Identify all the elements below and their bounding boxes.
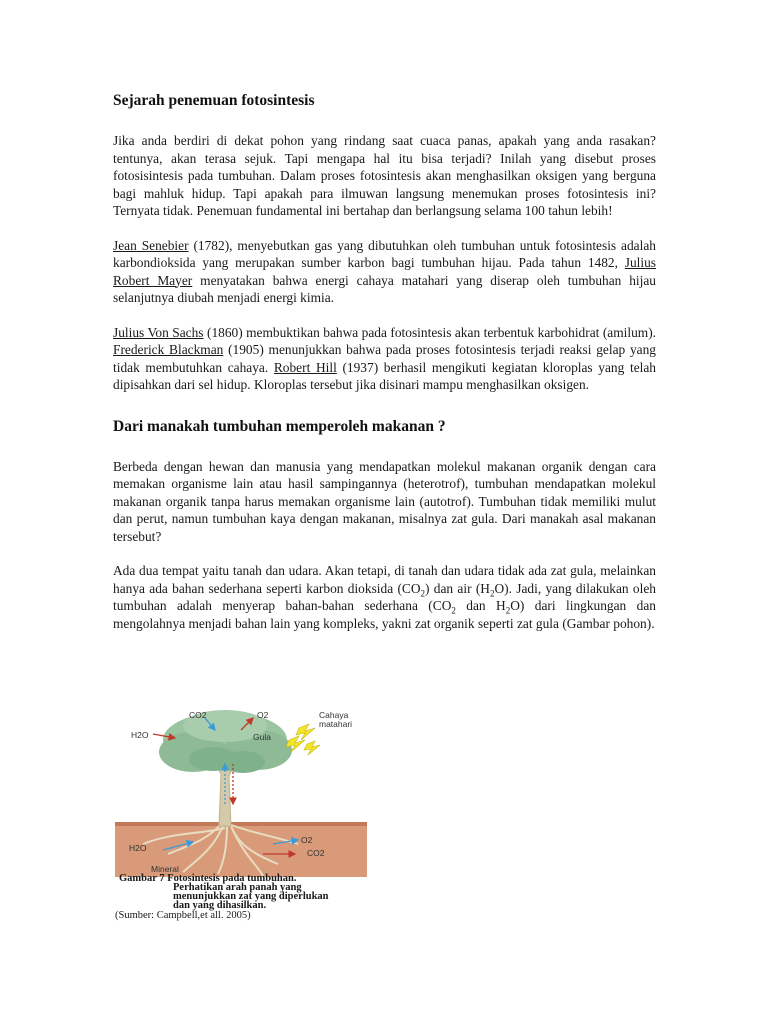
caption-line-1: Gambar 7 Fotosintesis pada tumbuhan. — [119, 873, 297, 884]
name-julius-von-sachs: Julius Von Sachs — [113, 324, 204, 340]
text-blackman: (1905) menunjukkan bahwa pada proses fotosintesis terjadi reaksi gelap yang tidak membutuhkan cahaya. — [113, 342, 656, 375]
label-o2-soil: O2 — [301, 835, 313, 845]
paragraph-heterotroph-autotroph: Berbeda dengan hewan dan manusia yang mendapatkan molekul makanan organik dengan cara memakan organisme lain atau hasil sampingannya (heterotrof), tumbuhan mendapatkan molekul makanan organik tanpa harus memakan organisme lain (autotrof). Tumbuhan tidak memiliki mulut dan perut, namun tumbuhan kaya dengan makanan, misalnya zat gula. Dari manakah asal makanan tersebut? — [113, 458, 656, 544]
caption-source: (Sumber: Campbell,et all. 2005) — [115, 910, 251, 921]
tree-foliage — [159, 710, 292, 773]
paragraph-senebier-mayer — [113, 237, 656, 307]
name-jean-senebier: Jean Senebier — [113, 237, 189, 253]
text-hill: (1937) berhasil mengikuti kegiatan kloroplas yang telah dipisahkan dari sel hidup. Kloroplas tersebut jika disinari mampu menghasilkan oksigen. — [113, 359, 656, 392]
caption-line-4: dan yang dihasilkan. — [173, 900, 267, 911]
label-co2-top: CO2 — [189, 710, 207, 720]
label-gula: Gula — [253, 732, 271, 742]
subscript: 2 — [489, 588, 495, 599]
text-fragment: O). Jadi, yang dilakukan oleh tumbuhan adalah menyerap bahan-bahan sederhana (CO — [113, 580, 656, 613]
text-fragment: Ada dua tempat yaitu tanah dan udara. Akan tetapi, di tanah dan udara tidak ada zat gula, melainkan hanya ada bahan sederhana seperti karbon dioksida (CO — [113, 563, 656, 596]
photosynthesis-tree-figure — [113, 704, 369, 922]
caption-line-3: menunjukkan zat yang diperlukan — [173, 891, 329, 902]
caption-line-2: Perhatikan arah panah yang — [173, 882, 302, 893]
document-body — [113, 92, 656, 632]
text-fragment: ) dan air (H — [425, 580, 490, 596]
section-heading-food-source: Dari manakah tumbuhan memperoleh makanan ? — [113, 417, 446, 435]
text-senebier: (1782), menyebutkan gas yang dibutuhkan oleh tumbuhan untuk fotosintesis adalah karbondioksida yang merupakan sumber karbon bagi tumbuhan hijau. Pada tahun 1482, — [113, 237, 656, 270]
soil-surface — [115, 822, 367, 826]
label-o2-top: O2 — [257, 710, 269, 720]
subscript: 2 — [505, 605, 511, 616]
label-mineral: Mineral — [151, 864, 179, 874]
paragraph-sachs-blackman-hill — [113, 324, 656, 394]
subscript: 2 — [420, 588, 426, 599]
label-co2-soil: CO2 — [307, 848, 325, 858]
text-mayer: menyatakan bahwa energi cahaya matahari yang diserap oleh tumbuhan hijau selanjutnya diubah menjadi energi kimia. — [113, 272, 656, 305]
label-h2o-left: H2O — [131, 730, 149, 740]
label-cahaya: Cahaya — [319, 710, 349, 720]
text-fragment: dan H — [455, 598, 506, 613]
paragraph-intro: Jika anda berdiri di dekat pohon yang rindang saat cuaca panas, apakah yang anda rasakan? tentunya, akan terasa sejuk. Tapi mengapa hal itu bisa terjadi? Inilah yang disebut proses fotosisintesis pada tumbuhan. Dalam proses fotosintesis akan menghasilkan oksigen yang berguna bagi mahluk hidup. Tapi apakah para ilmuwan langsung menemukan proses fotosintesis ini? Ternyata tidak. Penemuan fundamental ini bertahap dan berlangsung selama 100 tahun lebih! — [113, 133, 656, 218]
label-matahari: matahari — [319, 719, 353, 729]
paragraph-soil-air — [113, 562, 656, 632]
section-heading-history: Sejarah penemuan fotosintesis — [113, 92, 315, 109]
name-frederick-blackman: Frederick Blackman — [113, 342, 224, 357]
name-julius-robert-mayer: Julius Robert Mayer — [113, 255, 656, 288]
subscript: 2 — [451, 605, 456, 616]
label-h2o-soil: H2O — [129, 843, 147, 853]
name-robert-hill: Robert Hill — [273, 359, 337, 375]
text-sachs: (1860) membuktikan bahwa pada fotosintesis akan terbentuk karbohidrat (amilum). — [203, 324, 657, 340]
text-fragment: O) dari lingkungan dan mengolahnya menjadi bahan lain yang kompleks, yakni zat organik seperti zat gula (Gambar pohon). — [113, 598, 657, 631]
